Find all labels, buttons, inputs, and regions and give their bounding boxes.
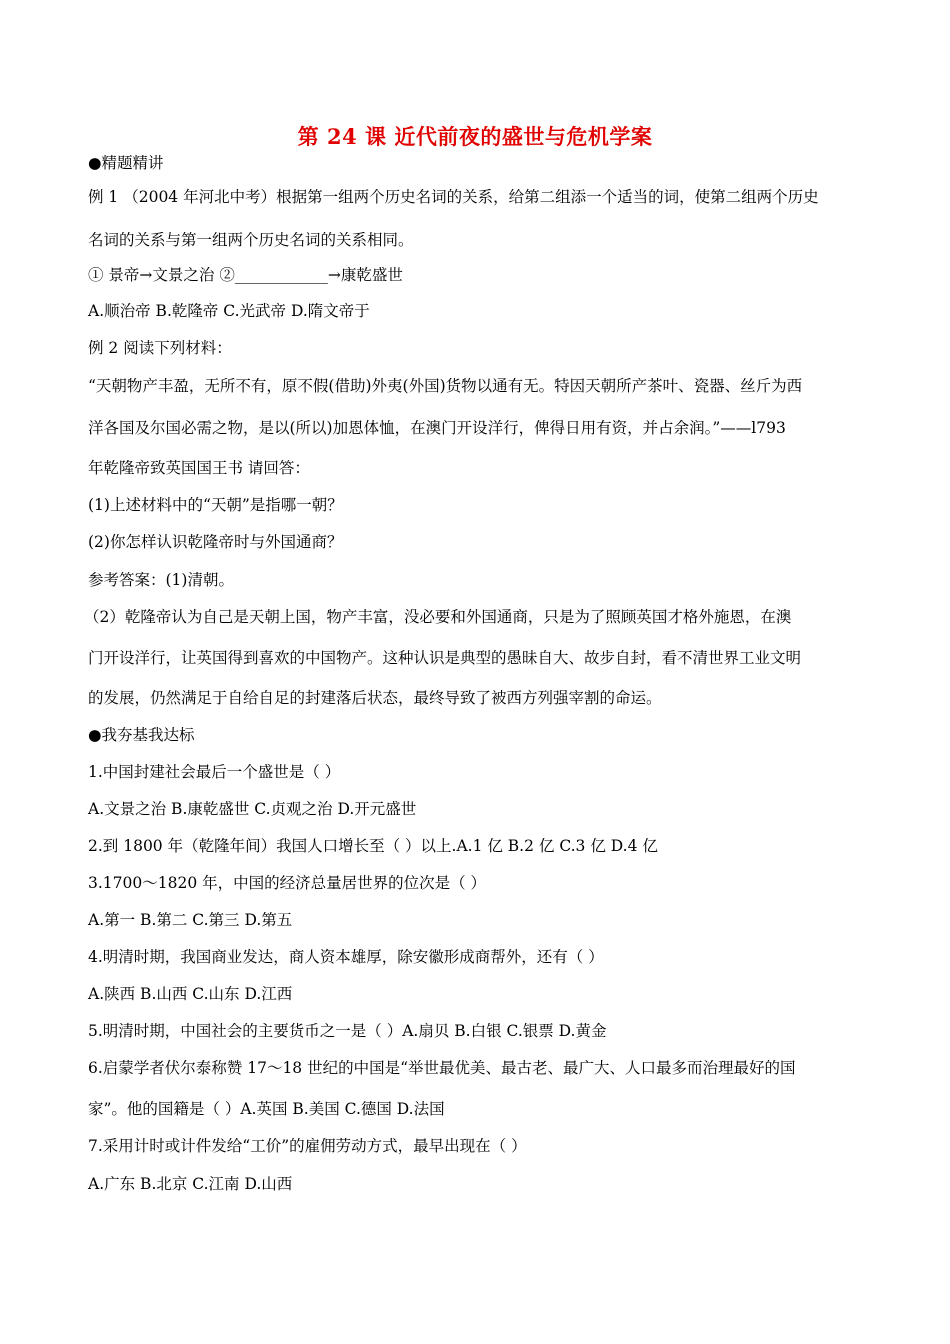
example1-question-line2: 名词的关系与第一组两个历史名词的关系相同。 bbox=[88, 231, 414, 249]
example2-material-line3: 年乾隆帝致英国国王书 请回答： bbox=[88, 459, 310, 477]
question2: 2.到 1800 年（乾隆年间）我国人口增长至（ ）以上.A.1 亿 B.2 亿 C.3 亿 D.4 亿 bbox=[88, 837, 658, 855]
question4-options: A.陕西 B.山西 C.山东 D.江西 bbox=[88, 985, 293, 1003]
example1-blank-line: ① 景帝→文景之治 ②____________→康乾盛世 bbox=[88, 266, 403, 284]
question1-options: A.文景之治 B.康乾盛世 C.贞观之治 D.开元盛世 bbox=[88, 800, 417, 818]
example1-question-line1: 例 1 （2004 年河北中考）根据第一组两个历史名词的关系，给第二组添一个适当的词，使第二组两个历史 bbox=[88, 188, 819, 206]
example2-question1: (1)上述材料中的“天朝”是指哪一朝？ bbox=[88, 496, 343, 514]
question7-options: A.广东 B.北京 C.江南 D.山西 bbox=[88, 1175, 293, 1193]
answer-part1: 参考答案：(1)清朝。 bbox=[88, 571, 234, 589]
answer-part2-line3: 的发展，仍然满足于自给自足的封建落后状态，最终导致了被西方列强宰割的命运。 bbox=[88, 689, 662, 707]
question1: 1.中国封建社会最后一个盛世是（ ） bbox=[88, 763, 341, 781]
answer-part2-line1: （2）乾隆帝认为自己是天朝上国，物产丰富，没必要和外国通商，只是为了照顾英国才格外施恩，在澳 bbox=[84, 608, 792, 626]
question3-options: A.第一 B.第二 C.第三 D.第五 bbox=[88, 911, 293, 929]
example2-material-line1: “天朝物产丰盈，无所不有，原不假(借助)外夷(外国)货物以通有无。特因天朝所产茶叶、瓷器、丝斤为西 bbox=[88, 377, 803, 395]
question7: 7.采用计时或计件发给“工价”的雇佣劳动方式，最早出现在（ ） bbox=[88, 1137, 527, 1155]
document-title: 第 24 课 近代前夜的盛世与危机学案 bbox=[297, 124, 653, 149]
question5: 5.明清时期，中国社会的主要货币之一是（ ）A.扇贝 B.白银 C.银票 D.黄金 bbox=[88, 1022, 607, 1040]
question4: 4.明清时期，我国商业发达，商人资本雄厚，除安徽形成商帮外，还有（ ） bbox=[88, 948, 604, 966]
section-heading-examples: ●精题精讲 bbox=[88, 154, 164, 172]
example2-heading: 例 2 阅读下列材料： bbox=[88, 339, 232, 357]
section-heading-basics: ●我夯基我达标 bbox=[88, 726, 195, 744]
question6-line1: 6.启蒙学者伏尔泰称赞 17～18 世纪的中国是“举世最优美、最古老、最广大、人口最多而治理最好的国 bbox=[88, 1059, 796, 1077]
question6-line2: 家”。他的国籍是（ ）A.英国 B.美国 C.德国 D.法国 bbox=[88, 1100, 445, 1118]
question3: 3.1700～1820 年，中国的经济总量居世界的位次是（ ） bbox=[88, 874, 487, 892]
answer-part2-line2: 门开设洋行，让英国得到喜欢的中国物产。这种认识是典型的愚昧自大、故步自封，看不清世界工业文明 bbox=[88, 649, 802, 667]
example1-options: A.顺治帝 B.乾隆帝 C.光武帝 D.隋文帝于 bbox=[88, 302, 370, 320]
example2-question2: (2)你怎样认识乾隆帝时与外国通商？ bbox=[88, 533, 343, 551]
example2-material-line2: 洋各国及尔国必需之物，是以(所以)加恩体恤，在澳门开设洋行，俾得日用有资，并占余润。”——l793 bbox=[88, 419, 786, 437]
